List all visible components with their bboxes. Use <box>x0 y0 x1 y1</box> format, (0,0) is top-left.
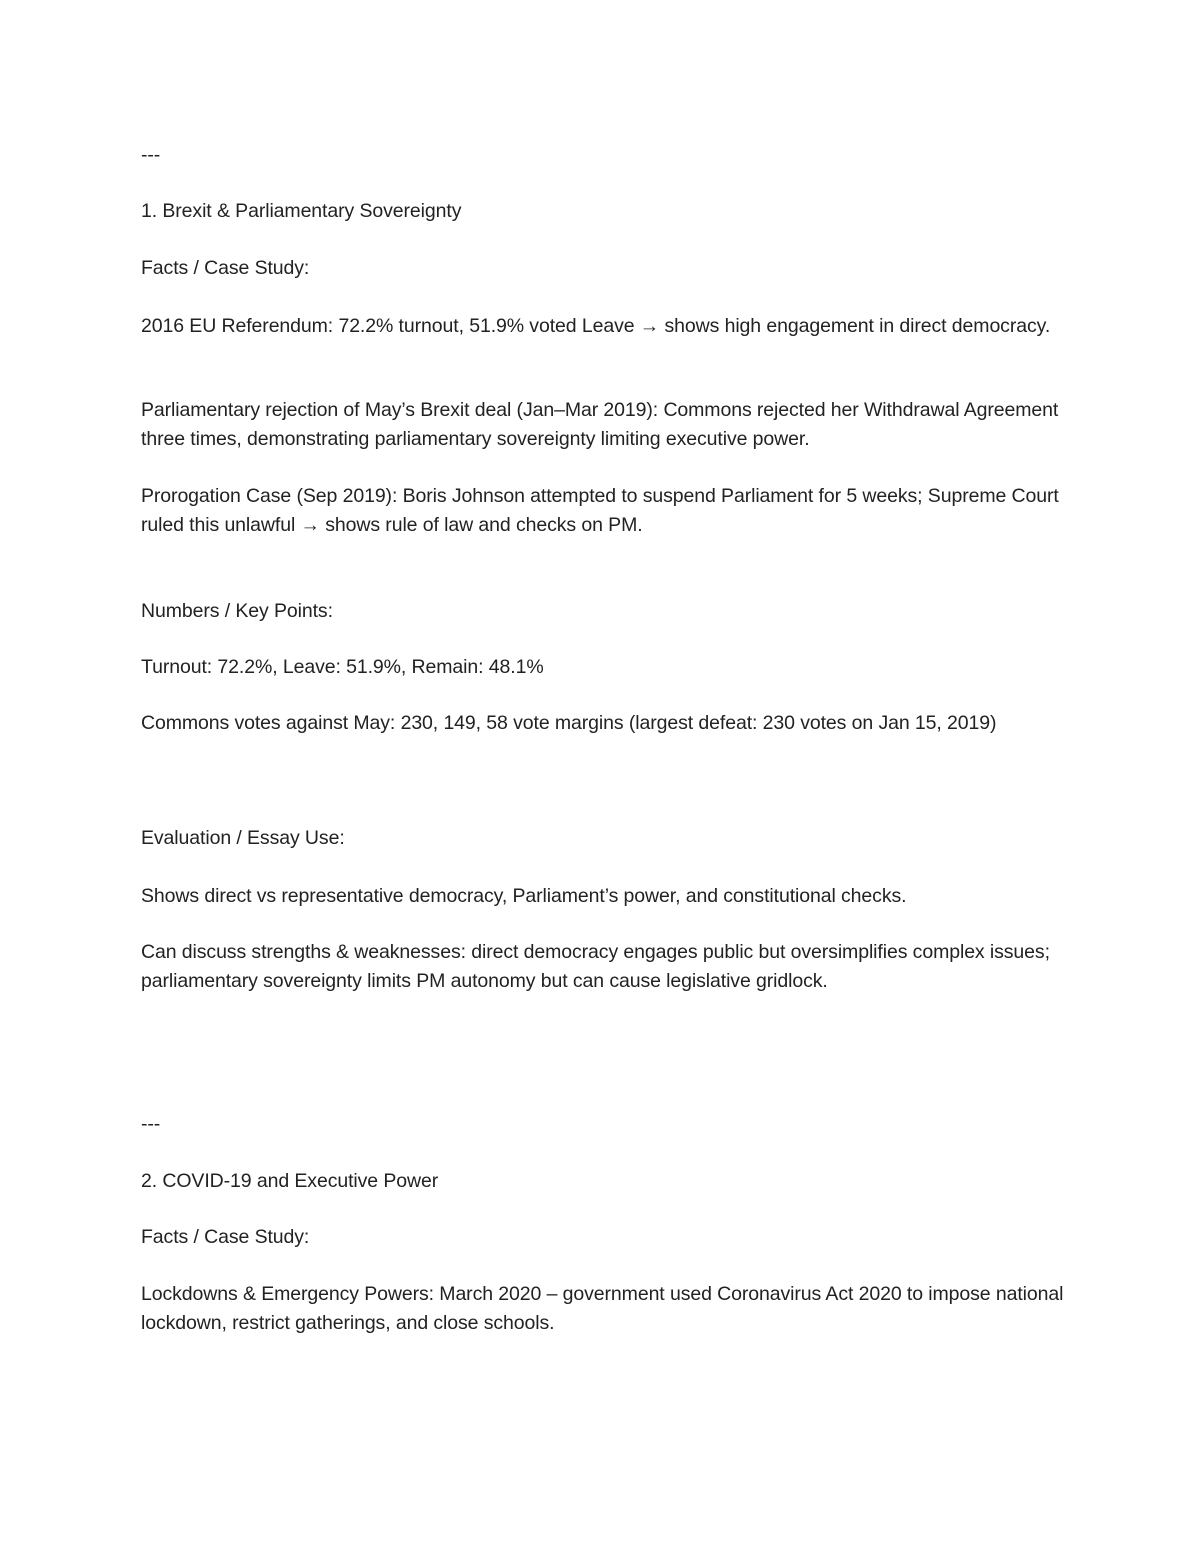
subheading-numbers: Numbers / Key Points: <box>141 600 333 622</box>
paragraph: Prorogation Case (Sep 2019): Boris Johnson attempted to suspend Parliament for 5 weeks; Supreme Court ruled this unlawful → shows rule of law and checks on PM. <box>141 485 1059 536</box>
paragraph: Parliamentary rejection of May’s Brexit deal (Jan–Mar 2019): Commons rejected her Withdrawal Agreement three times, demonstrating parliamentary sovereignty limiting executive power. <box>141 399 1059 450</box>
section-separator: --- <box>141 1113 161 1135</box>
section-separator: --- <box>141 144 161 166</box>
subheading-facts: Facts / Case Study: <box>141 1226 310 1248</box>
section-heading: 1. Brexit & Parliamentary Sovereignty <box>141 200 462 222</box>
section-heading: 2. COVID-19 and Executive Power <box>141 1170 439 1192</box>
paragraph: Turnout: 72.2%, Leave: 51.9%, Remain: 48.1% <box>141 656 544 678</box>
paragraph: Commons votes against May: 230, 149, 58 vote margins (largest defeat: 230 votes on Jan 15, 2019) <box>141 712 997 734</box>
paragraph: Lockdowns & Emergency Powers: March 2020 – government used Coronavirus Act 2020 to impose national lockdown, restrict gatherings, and close schools. <box>141 1283 1064 1334</box>
paragraph: Can discuss strengths & weaknesses: direct democracy engages public but oversimplifies complex issues; parliamentary sovereignty limits PM autonomy but can cause legislative gridlock. <box>141 941 1050 992</box>
subheading-evaluation: Evaluation / Essay Use: <box>141 827 345 849</box>
paragraph: Shows direct vs representative democracy, Parliament’s power, and constitutional checks. <box>141 885 907 907</box>
subheading-facts: Facts / Case Study: <box>141 257 310 279</box>
paragraph: 2016 EU Referendum: 72.2% turnout, 51.9% voted Leave → shows high engagement in direct democracy. <box>141 315 1051 337</box>
